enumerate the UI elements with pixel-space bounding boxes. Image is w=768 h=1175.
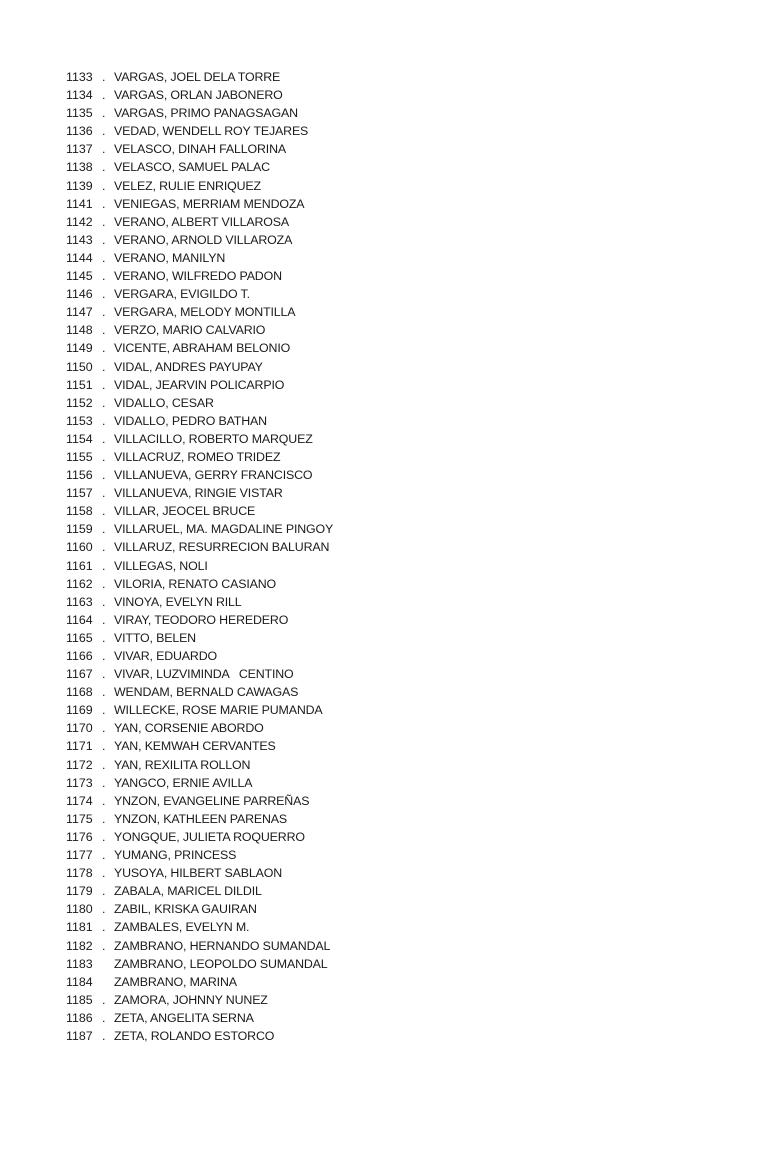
- list-item: [66, 756, 333, 774]
- entry-name: VARGAS, ORLAN JABONERO: [114, 88, 283, 103]
- entry-name: ZABALA, MARICEL DILDIL: [114, 884, 262, 899]
- entry-separator: .: [102, 486, 106, 501]
- list-item: [66, 864, 333, 882]
- entry-number: 1148: [66, 323, 93, 338]
- entry-separator: .: [102, 848, 106, 863]
- entry-name: VILLARUEL, MA. MAGDALINE PINGOY: [114, 522, 334, 537]
- entry-name: YAN, KEMWAH CERVANTES: [114, 739, 276, 754]
- entry-name: VICENTE, ABRAHAM BELONIO: [114, 341, 291, 356]
- entry-separator: .: [102, 829, 106, 844]
- entry-number: 1183: [66, 956, 93, 971]
- entry-separator: .: [102, 703, 106, 718]
- entry-separator: .: [102, 70, 106, 84]
- entry-number: 1137: [66, 142, 93, 157]
- entry-separator: .: [102, 269, 106, 284]
- entry-number: 1150: [66, 359, 93, 374]
- list-item: [66, 394, 333, 412]
- entry-name: VILLANUEVA, RINGIE VISTAR: [114, 486, 283, 501]
- list-item: [66, 683, 333, 701]
- entry-name: VIDAL, ANDRES PAYUPAY: [114, 359, 263, 374]
- entry-number: 1152: [66, 395, 93, 410]
- entry-name: VENIEGAS, MERRIAM MENDOZA: [114, 196, 305, 211]
- list-item: [66, 1027, 333, 1045]
- entry-name: ZAMORA, JOHNNY NUNEZ: [114, 992, 268, 1007]
- entry-number: 1170: [66, 721, 93, 736]
- list-item: [66, 701, 333, 719]
- list-item: [66, 918, 333, 936]
- entry-name: ZAMBRANO, MARINA: [114, 974, 237, 989]
- entry-number: 1156: [66, 468, 93, 483]
- list-item: [66, 520, 333, 538]
- entry-separator: .: [102, 106, 106, 121]
- entry-number: 1162: [66, 576, 93, 591]
- entry-name: VERANO, ALBERT VILLAROSA: [114, 214, 289, 229]
- entry-name: WILLECKE, ROSE MARIE PUMANDA: [114, 703, 323, 718]
- entry-number: 1182: [66, 938, 93, 953]
- list-item: [66, 448, 333, 466]
- entry-separator: .: [102, 739, 106, 754]
- entry-separator: .: [102, 667, 106, 682]
- entry-separator: .: [102, 359, 106, 374]
- entry-number: 1151: [66, 377, 93, 392]
- entry-number: 1153: [66, 413, 93, 428]
- entry-name: VARGAS, JOEL DELA TORRE: [114, 70, 281, 84]
- list-item: [66, 828, 333, 846]
- entry-name: ZAMBRANO, HERNANDO SUMANDAL: [114, 938, 331, 953]
- list-item: [66, 665, 333, 683]
- list-item: [66, 68, 333, 86]
- list-item: [66, 484, 333, 502]
- entry-number: 1142: [66, 214, 93, 229]
- entry-separator: .: [102, 250, 106, 265]
- entry-separator: .: [102, 938, 106, 953]
- entry-number: 1175: [66, 811, 93, 826]
- entry-separator: .: [102, 649, 106, 663]
- entry-separator: .: [102, 160, 106, 175]
- entry-number: 1171: [66, 739, 93, 754]
- entry-number: 1143: [66, 232, 93, 247]
- list-item: [66, 231, 333, 249]
- entry-number: 1164: [66, 612, 93, 627]
- entry-separator: .: [102, 341, 106, 356]
- entry-number: 1147: [66, 305, 93, 320]
- entry-name: VILLACILLO, ROBERTO MARQUEZ: [114, 431, 313, 446]
- entry-separator: .: [102, 124, 106, 139]
- entry-number: 1166: [66, 649, 93, 663]
- list-item: [66, 339, 333, 357]
- entry-separator: .: [102, 287, 106, 302]
- entry-number: 1157: [66, 486, 93, 501]
- entry-number: 1168: [66, 685, 93, 700]
- list-item: [66, 737, 333, 755]
- entry-number: 1154: [66, 431, 93, 446]
- list-item: [66, 249, 333, 267]
- entry-separator: .: [102, 431, 106, 446]
- entry-number: 1161: [66, 558, 93, 573]
- entry-separator: .: [102, 1028, 106, 1043]
- entry-name: ZETA, ROLANDO ESTORCO: [114, 1028, 275, 1043]
- entry-separator: .: [102, 685, 106, 700]
- entry-number: 1158: [66, 504, 93, 519]
- entry-name: VIDALLO, PEDRO BATHAN: [114, 413, 267, 428]
- list-item: [66, 321, 333, 339]
- entry-separator: .: [102, 811, 106, 826]
- entry-name: ZAMBRANO, LEOPOLDO SUMANDAL: [114, 956, 328, 971]
- name-list: [66, 68, 333, 1045]
- entry-number: 1187: [66, 1028, 93, 1043]
- entry-number: 1185: [66, 992, 93, 1007]
- entry-separator: .: [102, 721, 106, 736]
- entry-number: 1139: [66, 178, 93, 193]
- entry-number: 1146: [66, 287, 93, 302]
- entry-name: VERANO, ARNOLD VILLAROZA: [114, 232, 293, 247]
- list-item: [66, 611, 333, 629]
- entry-number: 1136: [66, 124, 93, 139]
- entry-separator: .: [102, 757, 106, 772]
- entry-separator: .: [102, 775, 106, 790]
- list-item: [66, 213, 333, 231]
- list-item: [66, 900, 333, 918]
- entry-number: 1134: [66, 88, 93, 103]
- entry-name: VELASCO, DINAH FALLORINA: [114, 142, 286, 157]
- entry-name: VERANO, MANILYN: [114, 250, 226, 265]
- list-item: [66, 303, 333, 321]
- entry-number: 1181: [66, 920, 93, 935]
- list-item: [66, 774, 333, 792]
- entry-name: VARGAS, PRIMO PANAGSAGAN: [114, 106, 298, 121]
- entry-separator: .: [102, 992, 106, 1007]
- entry-number: 1179: [66, 884, 93, 899]
- entry-name: VIVAR, EDUARDO: [114, 649, 218, 663]
- entry-name: YANGCO, ERNIE AVILLA: [114, 775, 253, 790]
- entry-number: 1135: [66, 106, 93, 121]
- entry-name: YONGQUE, JULIETA ROQUERRO: [114, 829, 305, 844]
- entry-name: YAN, REXILITA ROLLON: [114, 757, 251, 772]
- entry-number: 1159: [66, 522, 93, 537]
- entry-separator: .: [102, 558, 106, 573]
- entry-number: 1173: [66, 775, 93, 790]
- list-item: [66, 502, 333, 520]
- entry-name: VILLAR, JEOCEL BRUCE: [114, 504, 256, 519]
- entry-name: VILLACRUZ, ROMEO TRIDEZ: [114, 449, 281, 464]
- entry-number: 1149: [66, 341, 93, 356]
- list-item: [66, 937, 333, 955]
- list-item: [66, 140, 333, 158]
- entry-name: VIVAR, LUZVIMINDA CENTINO: [114, 667, 294, 682]
- entry-number: 1167: [66, 667, 93, 682]
- list-item: [66, 177, 333, 195]
- entry-name: YNZON, EVANGELINE PARREÑAS: [114, 793, 310, 808]
- entry-separator: .: [102, 395, 106, 410]
- entry-separator: .: [102, 468, 106, 483]
- list-item: [66, 629, 333, 647]
- entry-name: VELASCO, SAMUEL PALAC: [114, 160, 270, 175]
- entry-name: VIRAY, TEODORO HEREDERO: [114, 612, 289, 627]
- list-item: [66, 973, 333, 991]
- list-item: [66, 792, 333, 810]
- list-item: [66, 575, 333, 593]
- entry-separator: .: [102, 504, 106, 519]
- entry-number: 1141: [66, 196, 93, 211]
- list-item: [66, 285, 333, 303]
- entry-name: VEDAD, WENDELL ROY TEJARES: [114, 124, 309, 139]
- entry-name: ZABIL, KRISKA GAUIRAN: [114, 902, 257, 917]
- entry-name: YUSOYA, HILBERT SABLAON: [114, 866, 283, 881]
- entry-separator: .: [102, 576, 106, 591]
- entry-number: 1155: [66, 449, 93, 464]
- entry-number: 1138: [66, 160, 93, 175]
- list-item: [66, 538, 333, 556]
- entry-number: 1177: [66, 848, 93, 863]
- entry-name: VILLEGAS, NOLI: [114, 558, 208, 573]
- entry-separator: .: [102, 214, 106, 229]
- entry-number: 1178: [66, 866, 93, 881]
- list-item: [66, 593, 333, 611]
- entry-name: VILLARUZ, RESURRECION BALURAN: [114, 540, 330, 555]
- entry-separator: .: [102, 630, 106, 645]
- entry-separator: .: [102, 522, 106, 537]
- entry-name: VIDALLO, CESAR: [114, 395, 214, 410]
- entry-name: VINOYA, EVELYN RILL: [114, 594, 242, 609]
- list-item: [66, 557, 333, 575]
- entry-name: VILORIA, RENATO CASIANO: [114, 576, 277, 591]
- entry-number: 1163: [66, 594, 93, 609]
- entry-number: 1165: [66, 630, 93, 645]
- entry-separator: .: [102, 88, 106, 103]
- list-item: [66, 358, 333, 376]
- entry-separator: .: [102, 305, 106, 320]
- entry-number: 1174: [66, 793, 93, 808]
- entry-number: 1172: [66, 757, 93, 772]
- entry-number: 1144: [66, 250, 93, 265]
- entry-name: YNZON, KATHLEEN PARENAS: [114, 811, 288, 826]
- list-item: [66, 466, 333, 484]
- list-item: [66, 267, 333, 285]
- entry-separator: .: [102, 1010, 106, 1025]
- entry-separator: .: [102, 866, 106, 881]
- list-item: [66, 122, 333, 140]
- entry-number: 1160: [66, 540, 93, 555]
- entry-separator: .: [102, 920, 106, 935]
- entry-separator: .: [102, 413, 106, 428]
- list-item: [66, 430, 333, 448]
- entry-separator: .: [102, 793, 106, 808]
- entry-name: VERZO, MARIO CALVARIO: [114, 323, 266, 338]
- entry-name: VITTO, BELEN: [114, 630, 196, 645]
- list-item: [66, 846, 333, 864]
- entry-separator: .: [102, 594, 106, 609]
- entry-name: VELEZ, RULIE ENRIQUEZ: [114, 178, 261, 193]
- entry-separator: .: [102, 178, 106, 193]
- entry-number: 1145: [66, 269, 93, 284]
- list-item: [66, 955, 333, 973]
- list-item: [66, 1009, 333, 1027]
- list-item: [66, 882, 333, 900]
- entry-separator: .: [102, 377, 106, 392]
- list-item: [66, 810, 333, 828]
- list-item: [66, 376, 333, 394]
- entry-name: ZAMBALES, EVELYN M.: [114, 920, 250, 935]
- entry-name: YUMANG, PRINCESS: [114, 848, 237, 863]
- entry-separator: .: [102, 612, 106, 627]
- entry-number: 1184: [66, 974, 93, 989]
- entry-separator: .: [102, 232, 106, 247]
- list-item: [66, 86, 333, 104]
- entry-separator: .: [102, 142, 106, 157]
- list-item: [66, 991, 333, 1009]
- entry-name: WENDAM, BERNALD CAWAGAS: [114, 685, 299, 700]
- entry-separator: .: [102, 323, 106, 338]
- entry-separator: .: [102, 540, 106, 555]
- entry-separator: .: [102, 196, 106, 211]
- entry-separator: .: [102, 884, 106, 899]
- entry-number: 1169: [66, 703, 93, 718]
- entry-separator: .: [102, 449, 106, 464]
- list-item: [66, 104, 333, 122]
- entry-name: VERGARA, MELODY MONTILLA: [114, 305, 296, 320]
- entry-separator: .: [102, 902, 106, 917]
- list-item: [66, 195, 333, 213]
- entry-name: VILLANUEVA, GERRY FRANCISCO: [114, 468, 313, 483]
- entry-name: YAN, CORSENIE ABORDO: [114, 721, 264, 736]
- entry-number: 1133: [66, 70, 93, 84]
- list-item: [66, 412, 333, 430]
- entry-number: 1176: [66, 829, 93, 844]
- entry-name: ZETA, ANGELITA SERNA: [114, 1010, 254, 1025]
- entry-number: 1186: [66, 1010, 93, 1025]
- list-item: [66, 647, 333, 665]
- entry-name: VERANO, WILFREDO PADON: [114, 269, 282, 284]
- entry-name: VERGARA, EVIGILDO T.: [114, 287, 250, 302]
- list-item: [66, 158, 333, 176]
- entry-number: 1180: [66, 902, 93, 917]
- list-item: [66, 719, 333, 737]
- entry-name: VIDAL, JEARVIN POLICARPIO: [114, 377, 285, 392]
